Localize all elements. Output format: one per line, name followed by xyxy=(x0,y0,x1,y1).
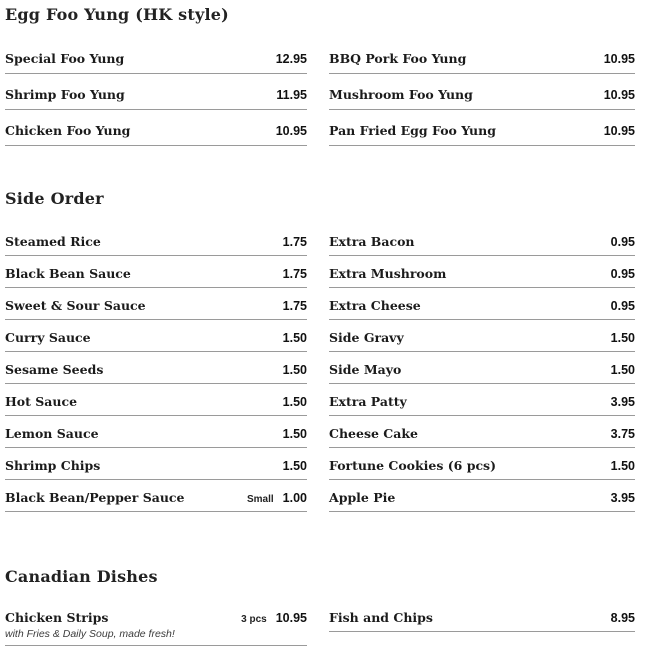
item-name: Special Foo Yung xyxy=(5,51,125,66)
section-title: Canadian Dishes xyxy=(5,567,158,586)
menu-item-row xyxy=(5,38,307,74)
item-price-group xyxy=(276,87,307,103)
item-name: Chicken Foo Yung xyxy=(5,123,131,138)
section-columns xyxy=(5,224,635,512)
menu-item-line xyxy=(5,74,307,109)
item-price-group xyxy=(247,490,307,506)
item-price-group xyxy=(283,234,307,250)
item-price-group xyxy=(611,394,635,410)
item-price: 1.50 xyxy=(282,459,307,473)
menu-item-row xyxy=(329,480,635,512)
item-name: Side Gravy xyxy=(329,330,404,345)
item-size-qualifier: Small xyxy=(246,494,274,505)
menu-item-line xyxy=(329,38,635,73)
menu-item-line xyxy=(5,480,307,511)
menu-item-row xyxy=(5,320,307,352)
item-price: 1.00 xyxy=(282,491,307,505)
item-name: Black Bean Sauce xyxy=(5,266,131,281)
item-price-group xyxy=(283,426,307,442)
menu-item-line xyxy=(329,416,635,447)
item-name: Extra Mushroom xyxy=(329,266,447,281)
item-name: Hot Sauce xyxy=(5,394,78,409)
menu-item-line xyxy=(329,384,635,415)
item-name: Sweet & Sour Sauce xyxy=(5,298,146,313)
menu-column-left xyxy=(5,38,307,146)
menu-item-row xyxy=(5,224,307,256)
menu-item-row xyxy=(5,480,307,512)
menu-column-left xyxy=(5,224,307,512)
menu-item-row xyxy=(5,288,307,320)
menu-column-right xyxy=(329,224,635,512)
menu-item-row xyxy=(329,74,635,110)
menu-item-line xyxy=(329,480,635,511)
menu-item-row xyxy=(5,600,307,646)
menu-item-line xyxy=(5,448,307,479)
item-price: 0.95 xyxy=(610,267,635,281)
item-price: 3.75 xyxy=(610,427,635,441)
item-name: Side Mayo xyxy=(329,362,402,377)
menu-item-row xyxy=(5,352,307,384)
section-side-order xyxy=(5,190,635,512)
menu-item-row xyxy=(329,352,635,384)
menu-item-row xyxy=(329,288,635,320)
menu-item-line xyxy=(329,600,635,631)
item-name: Extra Cheese xyxy=(329,298,421,313)
menu-item-row xyxy=(329,448,635,480)
item-price: 1.50 xyxy=(610,331,635,345)
item-price-group xyxy=(604,51,635,67)
item-price-group xyxy=(276,51,307,67)
item-price: 10.95 xyxy=(603,124,635,138)
menu-item-line xyxy=(329,224,635,255)
item-price: 0.95 xyxy=(610,235,635,249)
item-name: Fish and Chips xyxy=(329,610,433,625)
item-price-group xyxy=(604,123,635,139)
menu-item-row xyxy=(5,110,307,146)
item-price-group xyxy=(611,362,635,378)
item-price-group xyxy=(611,330,635,346)
item-price: 1.50 xyxy=(282,331,307,345)
menu-item-line xyxy=(5,288,307,319)
menu-item-row xyxy=(329,110,635,146)
item-name: Steamed Rice xyxy=(5,234,101,249)
menu-item-line xyxy=(5,352,307,383)
item-price-group xyxy=(611,610,635,626)
menu-item-row xyxy=(329,384,635,416)
item-price-group xyxy=(283,362,307,378)
item-price-group xyxy=(283,266,307,282)
item-price-group xyxy=(611,490,635,506)
menu-item-line xyxy=(5,384,307,415)
item-name: Apple Pie xyxy=(329,490,396,505)
item-name: Sesame Seeds xyxy=(5,362,104,377)
menu-item-line xyxy=(329,320,635,351)
item-price-group xyxy=(276,123,307,139)
item-name: Curry Sauce xyxy=(5,330,91,345)
menu-item-row xyxy=(329,416,635,448)
item-name: Cheese Cake xyxy=(329,426,418,441)
item-price-group xyxy=(283,298,307,314)
item-price: 10.95 xyxy=(275,124,307,138)
item-name: Extra Patty xyxy=(329,394,407,409)
item-price: 1.50 xyxy=(610,363,635,377)
item-price: 1.50 xyxy=(282,395,307,409)
item-name: Extra Bacon xyxy=(329,234,415,249)
item-price-group xyxy=(283,330,307,346)
item-price: 1.50 xyxy=(282,427,307,441)
item-price-group xyxy=(611,234,635,250)
item-name: BBQ Pork Foo Yung xyxy=(329,51,467,66)
menu-item-row xyxy=(329,320,635,352)
item-price-group xyxy=(283,394,307,410)
section-columns xyxy=(5,600,635,646)
menu-item-line xyxy=(329,352,635,383)
item-price-group xyxy=(283,458,307,474)
menu-item-line xyxy=(329,448,635,479)
item-price: 10.95 xyxy=(603,52,635,66)
item-price: 0.95 xyxy=(610,299,635,313)
menu-item-line xyxy=(5,320,307,351)
item-price-group xyxy=(611,458,635,474)
item-name: Fortune Cookies (6 pcs) xyxy=(329,458,497,473)
section-columns xyxy=(5,38,635,146)
item-price: 1.75 xyxy=(282,299,307,313)
item-name: Mushroom Foo Yung xyxy=(329,87,473,102)
item-name: Shrimp Chips xyxy=(5,458,101,473)
menu-item-line xyxy=(5,600,307,631)
menu-item-row xyxy=(329,224,635,256)
item-price: 1.50 xyxy=(610,459,635,473)
section-egg-foo-yung xyxy=(5,6,635,146)
item-price: 1.75 xyxy=(282,267,307,281)
item-price: 3.95 xyxy=(610,395,635,409)
item-price: 3.95 xyxy=(610,491,635,505)
item-name: Pan Fried Egg Foo Yung xyxy=(329,123,496,138)
item-name: Lemon Sauce xyxy=(5,426,99,441)
item-price: 8.95 xyxy=(610,611,635,625)
menu-item-row xyxy=(329,600,635,632)
menu-item-line xyxy=(5,38,307,73)
menu-item-row xyxy=(5,384,307,416)
item-price-group xyxy=(604,87,635,103)
item-price: 10.95 xyxy=(275,611,307,625)
section-canadian-dishes xyxy=(5,568,635,646)
menu-item-row xyxy=(5,416,307,448)
menu-item-line xyxy=(5,224,307,255)
menu-item-line xyxy=(5,256,307,287)
menu-item-line xyxy=(329,74,635,109)
item-size-qualifier: 3 pcs xyxy=(241,614,267,625)
section-title: Side Order xyxy=(5,189,104,208)
item-price-group xyxy=(611,266,635,282)
section-title: Egg Foo Yung (HK style) xyxy=(5,5,229,24)
item-price: 1.50 xyxy=(282,363,307,377)
item-name: Shrimp Foo Yung xyxy=(5,87,125,102)
item-price: 11.95 xyxy=(276,88,307,102)
menu-column-right xyxy=(329,600,635,632)
menu-item-line xyxy=(329,256,635,287)
menu-item-line xyxy=(329,288,635,319)
item-price-group xyxy=(611,298,635,314)
item-price-group xyxy=(241,610,307,626)
menu-column-left xyxy=(5,600,307,646)
item-price: 12.95 xyxy=(275,52,307,66)
item-name: Black Bean/Pepper Sauce xyxy=(5,490,185,505)
menu-item-row xyxy=(329,38,635,74)
menu-item-row xyxy=(329,256,635,288)
item-subtitle: with Fries & Daily Soup, made fresh! xyxy=(5,628,175,640)
menu-item-line xyxy=(329,110,635,145)
menu-item-row xyxy=(5,448,307,480)
item-price: 10.95 xyxy=(603,88,635,102)
menu-item-row xyxy=(5,256,307,288)
item-price-group xyxy=(611,426,635,442)
menu-item-line xyxy=(5,416,307,447)
menu-item-row xyxy=(5,74,307,110)
menu-column-right xyxy=(329,38,635,146)
item-name: Chicken Strips xyxy=(5,610,109,625)
menu-item-line xyxy=(5,110,307,145)
item-price: 1.75 xyxy=(282,235,307,249)
